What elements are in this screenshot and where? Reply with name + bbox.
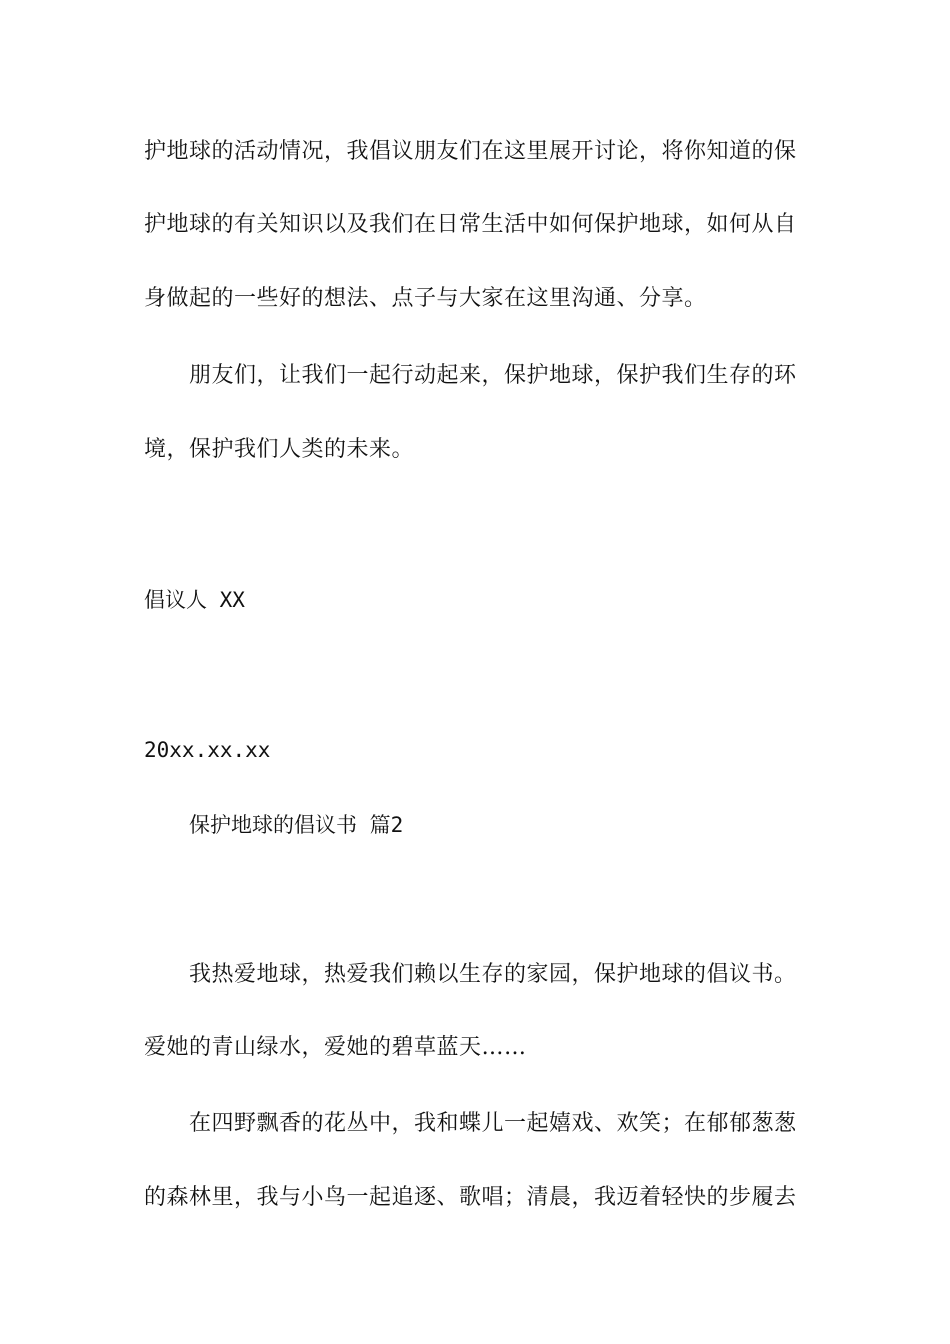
paragraph-line-2: 护地球的有关知识以及我们在日常生活中如何保护地球，如何从自 <box>144 212 797 237</box>
date-line: 20xx.xx.xx <box>144 738 271 762</box>
paragraph-line-3: 身做起的一些好的想法、点子与大家在这里沟通、分享。 <box>144 286 707 311</box>
signature-line: 倡议人 XX <box>144 588 245 612</box>
paragraph-line-1: 护地球的活动情况，我倡议朋友们在这里展开讨论，将你知道的保 <box>144 139 797 164</box>
section-heading: 保护地球的倡议书 篇2 <box>189 813 404 837</box>
paragraph-line-4: 朋友们，让我们一起行动起来，保护地球，保护我们生存的环 <box>189 363 797 388</box>
paragraph-line-6: 我热爱地球，热爱我们赖以生存的家园，保护地球的倡议书。 <box>189 962 797 987</box>
paragraph-line-9: 的森林里，我与小鸟一起追逐、歌唱；清晨，我迈着轻快的步履去 <box>144 1185 797 1210</box>
paragraph-line-5: 境，保护我们人类的未来。 <box>144 437 415 462</box>
paragraph-line-7: 爱她的青山绿水，爱她的碧草蓝天…… <box>144 1035 527 1060</box>
paragraph-line-8: 在四野飘香的花丛中，我和蝶儿一起嬉戏、欢笑；在郁郁葱葱 <box>189 1111 797 1136</box>
